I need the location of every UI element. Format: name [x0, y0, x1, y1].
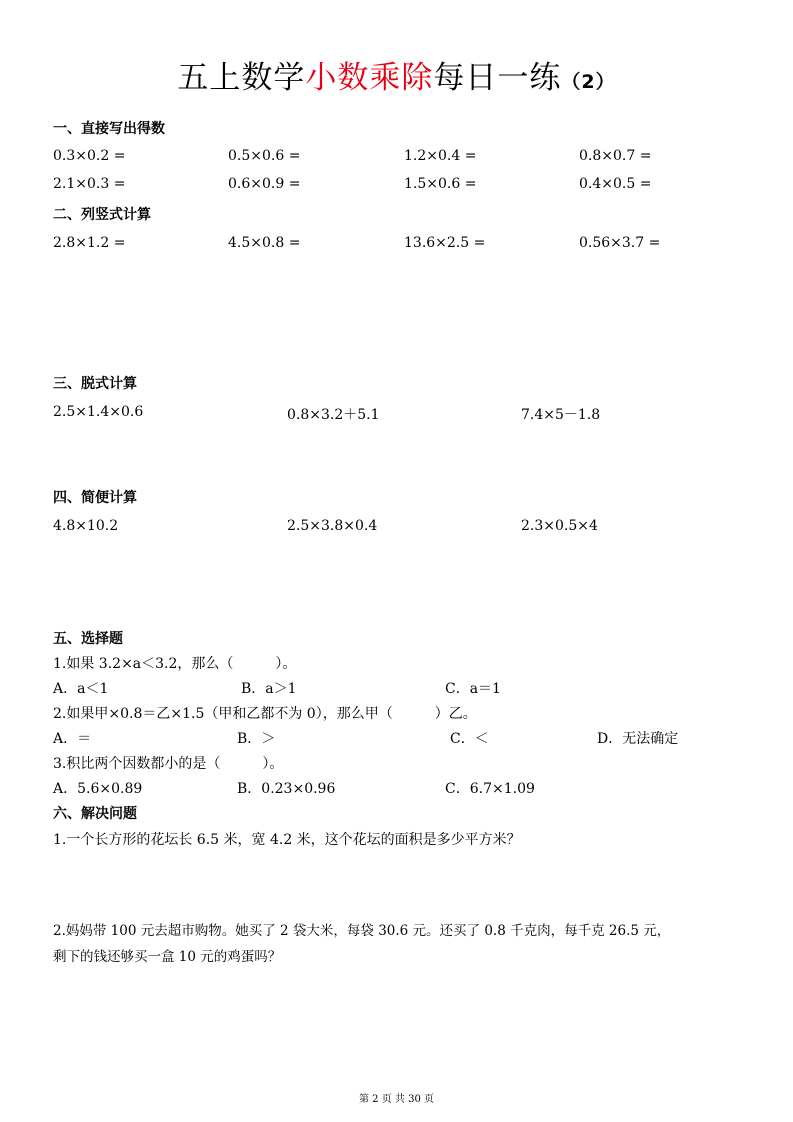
choice-option: A．＝	[53, 731, 92, 747]
s3-item: 2.5×1.4×0.6	[53, 404, 144, 420]
choice-question-2: 2.如果甲×0.8＝乙×1.5（甲和乙都不为 0），那么甲（ ）乙。	[53, 706, 477, 722]
section-6-heading: 六、解决问题	[53, 806, 137, 822]
s1-item: 2.1×0.3 =	[53, 176, 126, 192]
section-2-heading: 二、列竖式计算	[53, 207, 151, 223]
section-5-heading: 五、选择题	[53, 631, 123, 647]
choice-option: B．a＞1	[241, 681, 297, 697]
choice-option: B．＞	[237, 731, 276, 747]
title-number: （2）	[561, 71, 616, 93]
s1-item: 0.3×0.2 =	[53, 148, 126, 164]
s4-item: 2.3×0.5×4	[521, 518, 598, 534]
s2-item: 4.5×0.8 =	[228, 235, 301, 251]
choice-option: D．无法确定	[597, 731, 679, 747]
choice-option: C．6.7×1.09	[445, 781, 535, 797]
word-problem-2-line-1: 2.妈妈带 100 元去超市购物。她买了 2 袋大米，每袋 30.6 元。还买了 0.8 千克肉，每千克 26.5 元，	[53, 923, 671, 939]
title-highlight: 小数乘除	[305, 60, 434, 96]
s1-item: 0.4×0.5 =	[579, 176, 652, 192]
title-post: 每日一练	[433, 60, 562, 96]
s4-item: 2.5×3.8×0.4	[287, 518, 378, 534]
s4-item: 4.8×10.2	[53, 518, 119, 534]
section-3-heading: 三、脱式计算	[53, 376, 137, 392]
s1-item: 0.5×0.6 =	[228, 148, 301, 164]
s3-item: 7.4×5－1.8	[521, 407, 601, 423]
page-footer: 第 2 页 共 30 页	[359, 1094, 434, 1105]
choice-option: B．0.23×0.96	[237, 781, 336, 797]
choice-question-3: 3.积比两个因数都小的是（ ）。	[53, 756, 284, 772]
s1-item: 1.2×0.4 =	[404, 148, 477, 164]
s1-item: 0.6×0.9 =	[228, 176, 301, 192]
section-4-heading: 四、简便计算	[53, 490, 137, 506]
choice-question-1: 1.如果 3.2×a＜3.2，那么（ ）。	[53, 656, 297, 672]
title-pre: 五上数学	[177, 60, 306, 96]
word-problem-1: 1.一个长方形的花坛长 6.5 米，宽 4.2 米，这个花坛的面积是多少平方米？	[53, 832, 521, 848]
s3-item: 0.8×3.2＋5.1	[287, 407, 380, 423]
choice-option: A．5.6×0.89	[53, 781, 143, 797]
choice-option: C．a＝1	[445, 681, 501, 697]
choice-option: A．a＜1	[53, 681, 109, 697]
s2-item: 0.56×3.7 =	[579, 235, 661, 251]
s2-item: 13.6×2.5 =	[404, 235, 486, 251]
s1-item: 0.8×0.7 =	[579, 148, 652, 164]
section-1-heading: 一、直接写出得数	[53, 121, 165, 137]
page-title	[0, 52, 793, 97]
word-problem-2-line-2: 剩下的钱还够买一盒 10 元的鸡蛋吗？	[53, 949, 282, 965]
choice-option: C．＜	[450, 731, 489, 747]
s2-item: 2.8×1.2 =	[53, 235, 126, 251]
s1-item: 1.5×0.6 =	[404, 176, 477, 192]
